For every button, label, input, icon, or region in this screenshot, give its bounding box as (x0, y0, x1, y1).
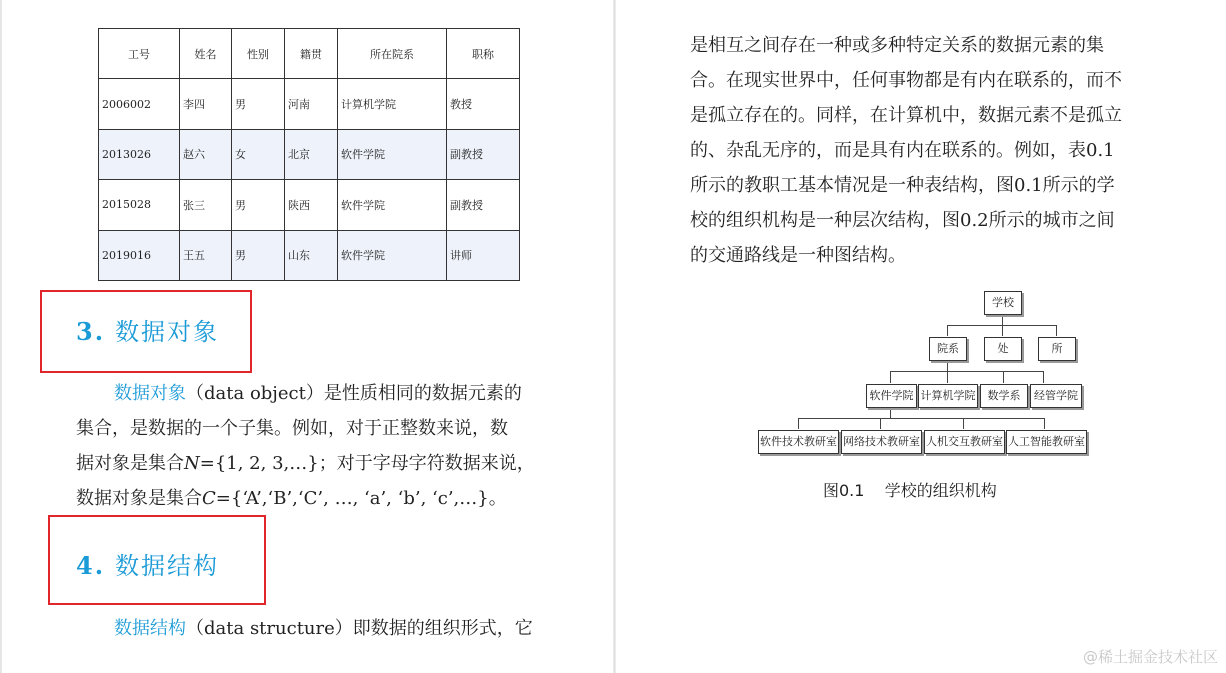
cell: 女 (232, 129, 285, 179)
header-origin: 籍贯 (285, 29, 338, 79)
section3-term: 数据对象 (114, 383, 186, 404)
org-node-level2: 计算机学院 (918, 384, 978, 408)
cell: 陕西 (285, 180, 338, 230)
org-node-level3: 软件技术教研室 (758, 430, 839, 454)
table-row (99, 79, 520, 129)
section3-text: 数据对象是集合 (76, 488, 202, 509)
cell: 讲师 (447, 230, 520, 280)
org-node-level1: 所 (1038, 337, 1076, 361)
cell: 软件学院 (338, 230, 447, 280)
section3-title: 数据对象 (115, 318, 220, 346)
right-line5: 所示的教职工基本情况是一种表结构，图0.1所示的学 (690, 175, 1115, 196)
cell: 软件学院 (338, 129, 447, 179)
section4-term: 数据结构 (114, 618, 186, 639)
cell: 男 (232, 79, 285, 129)
cell: 2019016 (99, 230, 180, 280)
cell: 男 (232, 230, 285, 280)
right-line1: 是相互之间存在一种或多种特定关系的数据元素的集 (690, 35, 1104, 56)
var-n: N (184, 453, 200, 474)
var-c: C (202, 488, 216, 509)
connector (890, 371, 891, 383)
section3-text: ={1, 2, 3,…}；对于字母字符数据来说， (199, 453, 535, 474)
right-line4: 的、杂乱无序的，而是具有内在联系的。例如，表0.1 (690, 140, 1115, 161)
connector (890, 371, 1043, 372)
connector (963, 418, 964, 429)
connector (947, 360, 948, 371)
cell: 王五 (180, 230, 232, 280)
section3-heading (76, 312, 219, 347)
cell: 教授 (447, 79, 520, 129)
cell: 山东 (285, 230, 338, 280)
connector (798, 418, 799, 429)
cell: 北京 (285, 129, 338, 179)
org-node-level3: 网络技术教研室 (841, 430, 922, 454)
table-header-row (99, 29, 520, 79)
section3-number: 3. (76, 317, 106, 346)
header-title: 职称 (447, 29, 520, 79)
connector (890, 407, 891, 418)
cell: 赵六 (180, 129, 232, 179)
right-line3: 是孤立存在的。同样，在计算机中，数据元素不是孤立 (690, 105, 1122, 126)
cell: 2006002 (99, 79, 180, 129)
right-line7: 的交通路线是一种图结构。 (690, 245, 906, 266)
cell: 软件学院 (338, 180, 447, 230)
cell: 副教授 (447, 180, 520, 230)
cell: 副教授 (447, 129, 520, 179)
table-row (99, 230, 520, 280)
section3-line4 (76, 481, 507, 516)
connector (947, 371, 948, 383)
left-page-edge (0, 0, 2, 673)
right-line6: 校的组织机构是一种层次结构，图0.2所示的城市之间 (690, 210, 1115, 231)
cell: 计算机学院 (338, 79, 447, 129)
org-node-level3: 人工智能教研室 (1006, 430, 1087, 454)
section4-heading (76, 546, 219, 581)
cell: 李四 (180, 79, 232, 129)
right-line2: 合。在现实世界中，任何事物都是有内在联系的，而不 (690, 70, 1122, 91)
connector (1043, 371, 1044, 383)
connector (1002, 325, 1003, 336)
cell: 河南 (285, 79, 338, 129)
connector (880, 418, 881, 429)
org-node-level2: 经管学院 (1030, 384, 1082, 408)
org-node-level2: 软件学院 (866, 384, 917, 408)
connector (798, 418, 1044, 419)
connector (1044, 418, 1045, 429)
section3-text: ={‘A’,‘B’,‘C’, …, ‘a’, ‘b’, ‘c’,…}。 (215, 488, 507, 509)
section3-text: 据对象是集合 (76, 453, 184, 474)
cell: 2013026 (99, 129, 180, 179)
section3-text: （data object）是性质相同的数据元素的 (186, 383, 522, 404)
table-row (99, 129, 520, 179)
org-node-level1: 院系 (929, 337, 967, 361)
cell: 男 (232, 180, 285, 230)
header-name: 姓名 (180, 29, 232, 79)
watermark: @稀土掘金技术社区 (1082, 648, 1218, 666)
org-node-level1: 处 (984, 337, 1022, 361)
section3-line2: 集合，是数据的一个子集。例如，对于正整数来说，数 (76, 418, 508, 439)
connector (947, 325, 948, 336)
section3-line1 (114, 376, 522, 411)
header-id: 工号 (99, 29, 180, 79)
connector (1003, 371, 1004, 383)
org-node-level3: 人机交互教研室 (924, 430, 1005, 454)
section3-line3 (76, 446, 535, 481)
section4-title: 数据结构 (115, 552, 220, 580)
cell: 张三 (180, 180, 232, 230)
org-node-root: 学校 (984, 291, 1022, 315)
staff-table (98, 28, 520, 281)
table-row (99, 180, 520, 230)
header-department: 所在院系 (338, 29, 447, 79)
section4-line1 (114, 611, 533, 646)
header-gender: 性别 (232, 29, 285, 79)
section4-number: 4. (76, 551, 106, 580)
figure-caption: 图0.1 学校的组织机构 (823, 481, 997, 500)
org-node-level2: 数学系 (980, 384, 1028, 408)
section4-text: （data structure）即数据的组织形式，它 (186, 618, 533, 639)
cell: 2015028 (99, 180, 180, 230)
connector (1056, 325, 1057, 336)
